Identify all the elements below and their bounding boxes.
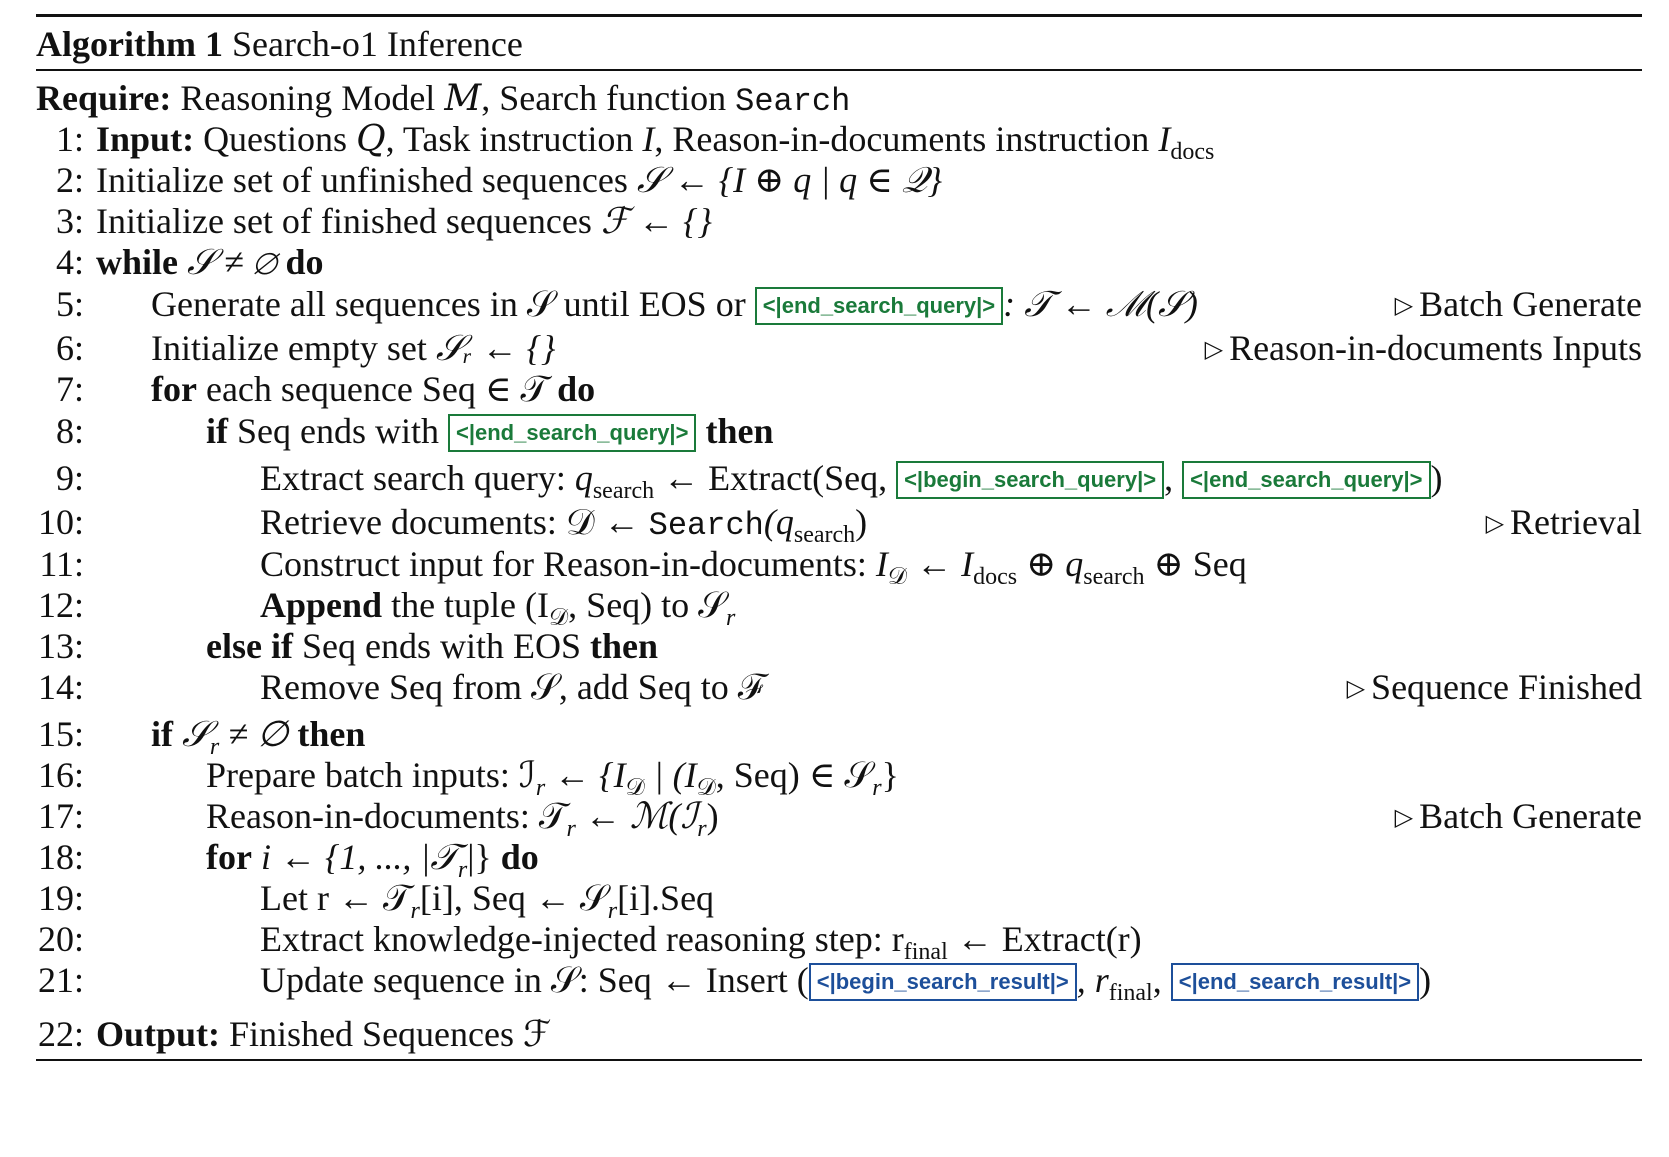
triangle-icon: ▷ <box>1485 509 1505 537</box>
begin-search-query-token: <|begin_search_query|> <box>896 461 1164 499</box>
algo-line-5: 5: Generate all sequences in 𝒮 until EOS or <|end_search_query|> : 𝒯 ← ℳ(𝒮) ▷ Batch Generate <box>36 282 1642 326</box>
algo-line-11: 11: Construct input for Reason-in-documents: $I_𝒟$ ← $I_{docs}$ ⊕ $q_{search}$ ⊕ Seq <box>39 544 1247 590</box>
algo-line-7: 7: for each sequence Seq ∈ 𝒯 do <box>55 369 596 409</box>
algo-line-22: 22: Output: Finished Sequences ℱ <box>37 1014 552 1054</box>
algo-line-13: 13: else if Seq ends with EOS then <box>37 626 658 666</box>
algo-line-14: 14: Remove Seq from 𝒮, add Seq to ℱ ▷ Sequence Finished <box>36 665 1642 709</box>
algo-line-20: 20: Extract knowledge-injected reasoning step: $r_{final}$ ← Extract(r) <box>37 919 1142 965</box>
require-line: Require: Reasoning Model M, Search function Search <box>36 78 851 120</box>
comment-batch-generate: ▷ Batch Generate <box>1394 284 1642 324</box>
end-search-query-token: <|end_search_query|> <box>1182 461 1430 499</box>
algo-line-9: 9: Extract search query: $q_{search}$ ← Extract(Seq, <|begin_search_query|> , <|end_search_query|> ) <box>55 458 1443 504</box>
end-search-result-token: <|end_search_result|> <box>1171 963 1419 1001</box>
algo-line-18: 18: for i ← {1, ..., |𝒯$_r$|} do <box>37 837 539 883</box>
algo-line-3: 3: Initialize set of finished sequences ℱ ← {} <box>55 201 712 241</box>
algo-line-17: 17: Reason-in-documents: 𝒯$_r$ ← ℳ(ℐ$_r$) ▷ Batch Generate <box>37 796 1642 842</box>
algorithm-caption <box>36 22 523 66</box>
algorithm-label: Algorithm 1 <box>36 24 223 64</box>
comment-retrieval: ▷ Retrieval <box>1485 502 1642 542</box>
caption-rule <box>36 69 1642 71</box>
comment-batch-generate: ▷ Batch Generate <box>1394 796 1642 836</box>
algo-line-2: 2: Initialize set of unfinished sequences 𝒮 ← {I ⊕ q | q ∈ 𝒬} <box>55 160 943 200</box>
algo-line-10: 10: Retrieve documents: 𝒟 ← $Search(q_{search})$ ▷ Retrieval <box>37 502 1642 548</box>
comment-reason-inputs: ▷ Reason-in-documents Inputs <box>1204 328 1642 368</box>
algo-line-1: 1: Input: Questions Q, Task instruction I, Reason-in-documents instruction $I_{docs}$ <box>55 119 1215 165</box>
algo-line-16: 16: Prepare batch inputs: ℐ$_r$ ← {$I_𝒟$ | ($I_𝒟$, Seq) ∈ 𝒮$_r$} <box>37 755 899 801</box>
begin-search-result-token: <|begin_search_result|> <box>809 963 1077 1001</box>
algo-line-19: 19: Let r ← 𝒯$_r$[i], Seq ← 𝒮$_r$[i].Seq <box>37 878 715 924</box>
algo-line-4: 4: while 𝒮 ≠ ∅ do <box>55 242 324 282</box>
algo-line-12: 12: Append the tuple ($I_𝒟$, Seq) to 𝒮$_r$ <box>37 585 736 631</box>
triangle-icon: ▷ <box>1394 803 1414 831</box>
end-search-query-token: <|end_search_query|> <box>755 287 1003 325</box>
algo-line-15: 15: if 𝒮$_r$ ≠ ∅ then <box>37 714 366 760</box>
algo-line-21: 21: Update sequence in 𝒮: Seq ← Insert ( <|begin_search_result|> , $r_{final}$, <|end_search_result|> ) <box>37 960 1432 1006</box>
bottom-rule <box>36 1059 1642 1061</box>
triangle-icon: ▷ <box>1204 335 1224 363</box>
top-rule <box>36 14 1642 17</box>
end-search-query-token: <|end_search_query|> <box>448 414 696 452</box>
triangle-icon: ▷ <box>1346 674 1366 702</box>
comment-sequence-finished: ▷ Sequence Finished <box>1346 667 1642 707</box>
algorithm-title: Search-o1 Inference <box>231 24 523 64</box>
algo-line-8: 8: if Seq ends with <|end_search_query|> then <box>55 411 774 451</box>
triangle-icon: ▷ <box>1394 291 1414 319</box>
algo-line-6: 6: Initialize empty set 𝒮ᵣ ← {} ▷ Reason-in-documents Inputs <box>36 326 1642 370</box>
require-label: Require: <box>36 78 172 118</box>
